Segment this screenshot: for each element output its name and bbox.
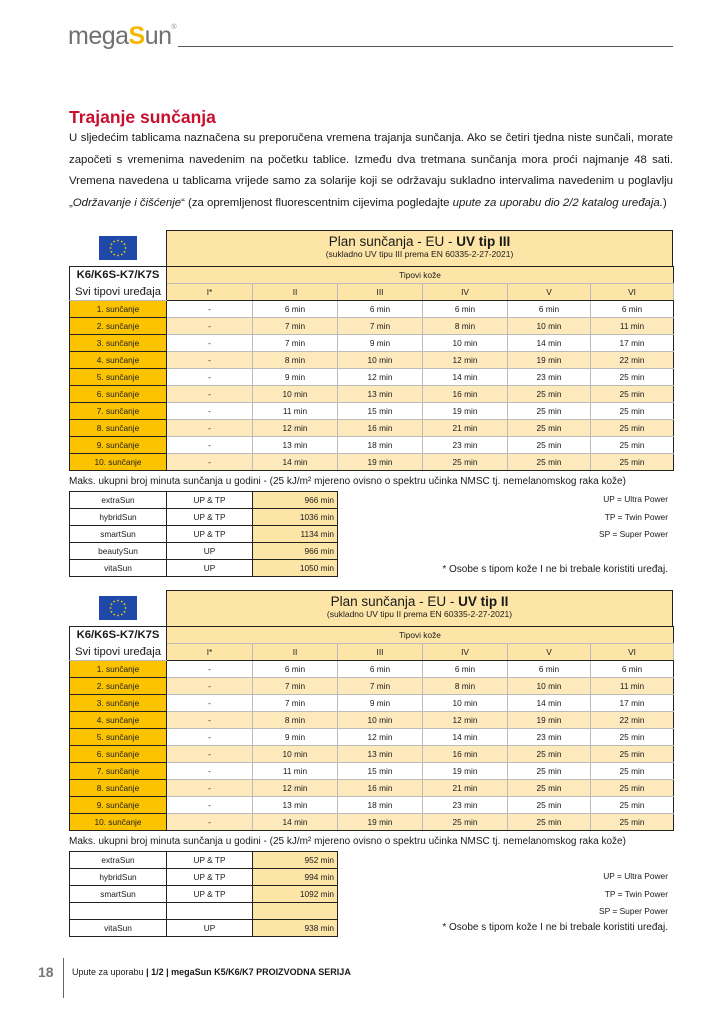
duration-cell: 7 min	[253, 335, 338, 352]
duration-cell: 22 min	[591, 352, 674, 369]
duration-cell: -	[167, 746, 253, 763]
intro-paragraph	[69, 128, 673, 214]
duration-cell: 8 min	[423, 318, 508, 335]
eu-flag-icon	[99, 596, 137, 620]
tanning-plan-uv-type-3	[69, 230, 673, 471]
intro-text-3: )	[662, 196, 667, 209]
duration-cell: 13 min	[253, 797, 338, 814]
duration-cell: 16 min	[423, 746, 508, 763]
device-row	[70, 509, 338, 526]
duration-cell: 21 min	[423, 420, 508, 437]
device-name: hybridSun	[70, 509, 167, 526]
duration-cell: 23 min	[508, 729, 591, 746]
device-max-minutes: 1134 min	[253, 526, 338, 543]
session-label: 10. sunčanje	[70, 454, 167, 471]
duration-cell: 14 min	[423, 369, 508, 386]
device-row	[70, 852, 338, 869]
registered-mark: ®	[171, 24, 177, 31]
duration-cell: 15 min	[338, 763, 423, 780]
duration-cell: 6 min	[423, 661, 508, 678]
duration-cell: 25 min	[508, 780, 591, 797]
duration-cell: 19 min	[338, 814, 423, 831]
device-max-minutes: 966 min	[253, 543, 338, 560]
duration-cell: -	[167, 420, 253, 437]
duration-cell: 14 min	[253, 454, 338, 471]
duration-cell: 16 min	[338, 420, 423, 437]
device-power: UP & TP	[167, 526, 253, 543]
duration-cell: 25 min	[591, 386, 674, 403]
duration-cell: 25 min	[508, 454, 591, 471]
plan-title	[167, 234, 672, 249]
duration-cell: 18 min	[338, 437, 423, 454]
duration-cell: 19 min	[338, 454, 423, 471]
skin-types-header: Tipovi kože	[167, 267, 674, 284]
table-row	[70, 352, 674, 369]
duration-cell: 9 min	[253, 729, 338, 746]
device-max-minutes-table	[69, 491, 338, 577]
duration-cell: 19 min	[508, 712, 591, 729]
duration-cell: 25 min	[591, 814, 674, 831]
device-name: smartSun	[70, 886, 167, 903]
session-label: 8. sunčanje	[70, 780, 167, 797]
duration-cell: 13 min	[338, 386, 423, 403]
session-label: 4. sunčanje	[70, 712, 167, 729]
duration-cell: 9 min	[338, 695, 423, 712]
device-max-minutes	[253, 903, 338, 920]
legend-item: TP = Twin Power	[604, 888, 668, 899]
duration-cell: 18 min	[338, 797, 423, 814]
duration-cell: 13 min	[253, 437, 338, 454]
legend-item: SP = Super Power	[599, 529, 668, 539]
device-name: vitaSun	[70, 920, 167, 937]
session-label: 6. sunčanje	[70, 746, 167, 763]
plan-uv-type: UV tip II	[458, 594, 509, 609]
duration-cell: 8 min	[253, 712, 338, 729]
table-row	[70, 454, 674, 471]
duration-cell: 25 min	[508, 420, 591, 437]
tanning-plan-uv-type-2	[69, 590, 673, 831]
session-label: 2. sunčanje	[70, 678, 167, 695]
plan-title	[167, 594, 672, 609]
duration-cell: -	[167, 712, 253, 729]
session-label: 8. sunčanje	[70, 420, 167, 437]
duration-cell: 12 min	[423, 712, 508, 729]
power-legend	[599, 868, 668, 921]
duration-cell: 6 min	[508, 661, 591, 678]
duration-cell: 11 min	[253, 763, 338, 780]
duration-cell: 6 min	[508, 301, 591, 318]
skin-type-column-header: III	[338, 284, 423, 301]
duration-cell: 12 min	[423, 352, 508, 369]
session-label: 6. sunčanje	[70, 386, 167, 403]
footer-text-prefix: Upute za uporabu	[72, 967, 147, 977]
plan-title-prefix: Plan sunčanja - EU -	[328, 234, 457, 249]
logo-text-s: S	[128, 22, 145, 50]
device-power: UP & TP	[167, 869, 253, 886]
legend-item: SP = Super Power	[599, 906, 668, 916]
duration-cell: -	[167, 797, 253, 814]
duration-cell: 9 min	[338, 335, 423, 352]
skin-type-column-header: V	[508, 284, 591, 301]
duration-cell: 10 min	[508, 318, 591, 335]
duration-cell: 7 min	[338, 318, 423, 335]
device-power: UP	[167, 543, 253, 560]
page-number: 18	[38, 964, 54, 980]
duration-cell: 15 min	[338, 403, 423, 420]
session-label: 3. sunčanje	[70, 695, 167, 712]
page-title: Trajanje sunčanja	[69, 107, 216, 127]
session-label: 5. sunčanje	[70, 729, 167, 746]
table-row	[70, 712, 674, 729]
eu-flag-icon	[99, 236, 137, 260]
max-minutes-label: Maks. ukupni broj minuta sunčanja u godini - (25 kJ/m² mjereno ovisno o spektru učinka NMSC tj. nemelanomskog raka kože)	[69, 476, 626, 487]
megasun-logo	[68, 22, 176, 51]
device-max-minutes: 966 min	[253, 492, 338, 509]
skin-type-column-header: VI	[591, 284, 674, 301]
duration-cell: 7 min	[253, 695, 338, 712]
duration-cell: -	[167, 695, 253, 712]
skin-type-column-header: I*	[167, 644, 253, 661]
legend-item: TP = Twin Power	[604, 511, 668, 522]
skin-type-column-header: II	[253, 284, 338, 301]
duration-cell: 10 min	[423, 335, 508, 352]
duration-cell: 12 min	[253, 780, 338, 797]
duration-cell: 17 min	[591, 335, 674, 352]
duration-cell: -	[167, 369, 253, 386]
footer-divider	[63, 958, 64, 998]
device-row	[70, 869, 338, 886]
device-row	[70, 543, 338, 560]
device-power: UP	[167, 920, 253, 937]
device-row	[70, 526, 338, 543]
skin-type-column-header: VI	[591, 644, 674, 661]
device-max-minutes: 1050 min	[253, 560, 338, 577]
plan-title-cell	[166, 590, 673, 626]
table-row	[70, 318, 674, 335]
duration-cell: 11 min	[253, 403, 338, 420]
table-row	[70, 369, 674, 386]
duration-cell: 8 min	[423, 678, 508, 695]
duration-cell: 25 min	[508, 403, 591, 420]
table-row	[70, 729, 674, 746]
logo-text-mega: mega	[68, 22, 129, 50]
duration-cell: 23 min	[508, 369, 591, 386]
session-label: 4. sunčanje	[70, 352, 167, 369]
duration-cell: 21 min	[423, 780, 508, 797]
duration-cell: 6 min	[591, 301, 674, 318]
duration-cell: 9 min	[253, 369, 338, 386]
skin-type-column-header: IV	[423, 644, 508, 661]
table-row	[70, 403, 674, 420]
plan-subtitle: (sukladno UV tipu III prema EN 60335-2-27-2021)	[325, 249, 514, 259]
duration-cell: 25 min	[508, 437, 591, 454]
skin-type-column-header: II	[253, 644, 338, 661]
duration-cell: 14 min	[253, 814, 338, 831]
device-max-minutes: 994 min	[253, 869, 338, 886]
power-legend	[599, 491, 668, 544]
legend-item: UP = Ultra Power	[603, 494, 668, 504]
duration-cell: -	[167, 763, 253, 780]
duration-cell: 25 min	[591, 454, 674, 471]
duration-cell: -	[167, 318, 253, 335]
legend-item: UP = Ultra Power	[603, 871, 668, 881]
duration-cell: 25 min	[508, 797, 591, 814]
session-label: 1. sunčanje	[70, 301, 167, 318]
table-row	[70, 661, 674, 678]
skin-types-header: Tipovi kože	[167, 627, 674, 644]
intro-text-1: U sljedećim tablicama naznačena su preporučena vremena trajanja sunčanja. Ako se četiri tjedna niste sunčali, morate započeti s vremenima navedenim na početku tablice. Između dva tretmana sunčanja mora proći najmanje 48 sati. Vremena navedena u tablicama vrijede samo za solarije koji se održavaju sukladno intervalima navedenim u poglavlju „	[69, 132, 673, 209]
duration-cell: 10 min	[508, 678, 591, 695]
table-row	[70, 763, 674, 780]
device-power: UP & TP	[167, 492, 253, 509]
skin-type-column-header: III	[338, 644, 423, 661]
table-row	[70, 335, 674, 352]
duration-cell: 7 min	[338, 678, 423, 695]
duration-cell: -	[167, 352, 253, 369]
device-max-minutes: 938 min	[253, 920, 338, 937]
skin-type-column-header: V	[508, 644, 591, 661]
duration-cell: 11 min	[591, 318, 674, 335]
duration-cell: 25 min	[591, 437, 674, 454]
intro-italic-1: Održavanje i čišćenje	[72, 196, 182, 209]
duration-cell: 12 min	[338, 369, 423, 386]
duration-cell: -	[167, 661, 253, 678]
device-max-minutes: 1092 min	[253, 886, 338, 903]
duration-cell: 25 min	[508, 814, 591, 831]
session-label: 9. sunčanje	[70, 797, 167, 814]
session-label: 2. sunčanje	[70, 318, 167, 335]
intro-italic-2: upute za uporabu dio 2/2 katalog uređaja.	[452, 196, 663, 209]
duration-cell: 6 min	[591, 661, 674, 678]
session-label: 5. sunčanje	[70, 369, 167, 386]
device-name: smartSun	[70, 526, 167, 543]
duration-cell: 25 min	[508, 746, 591, 763]
skin-type-column-header: I*	[167, 284, 253, 301]
eu-flag-cell	[69, 230, 166, 266]
table-row	[70, 797, 674, 814]
duration-cell: 25 min	[591, 369, 674, 386]
session-label: 1. sunčanje	[70, 661, 167, 678]
duration-cell: 13 min	[338, 746, 423, 763]
session-label: 9. sunčanje	[70, 437, 167, 454]
tanning-schedule-table	[69, 626, 674, 831]
duration-cell: -	[167, 403, 253, 420]
duration-cell: 25 min	[591, 746, 674, 763]
tanning-schedule-table	[69, 266, 674, 471]
skin-type-column-header: IV	[423, 284, 508, 301]
all-device-types-label: Svi tipovi uređaja	[70, 644, 167, 661]
duration-cell: 10 min	[423, 695, 508, 712]
device-name: vitaSun	[70, 560, 167, 577]
duration-cell: 14 min	[423, 729, 508, 746]
device-row	[70, 903, 338, 920]
device-name: extraSun	[70, 852, 167, 869]
duration-cell: 8 min	[253, 352, 338, 369]
duration-cell: 17 min	[591, 695, 674, 712]
table-row	[70, 437, 674, 454]
device-power	[167, 903, 253, 920]
device-row	[70, 560, 338, 577]
duration-cell: 10 min	[338, 352, 423, 369]
duration-cell: 25 min	[591, 763, 674, 780]
duration-cell: -	[167, 814, 253, 831]
duration-cell: 16 min	[423, 386, 508, 403]
duration-cell: 25 min	[591, 780, 674, 797]
device-power: UP & TP	[167, 886, 253, 903]
table-row	[70, 695, 674, 712]
device-name: beautySun	[70, 543, 167, 560]
duration-cell: 6 min	[423, 301, 508, 318]
duration-cell: -	[167, 678, 253, 695]
device-name	[70, 903, 167, 920]
duration-cell: 25 min	[591, 797, 674, 814]
duration-cell: 14 min	[508, 695, 591, 712]
device-power: UP	[167, 560, 253, 577]
duration-cell: 25 min	[423, 814, 508, 831]
table-row	[70, 746, 674, 763]
duration-cell: 7 min	[253, 678, 338, 695]
duration-cell: 6 min	[338, 661, 423, 678]
device-max-minutes-table	[69, 851, 338, 937]
duration-cell: 14 min	[508, 335, 591, 352]
logo-text-un: un	[144, 22, 172, 50]
table-row	[70, 814, 674, 831]
duration-cell: 6 min	[253, 301, 338, 318]
intro-text-2: “ (za opremljenost fluorescentnim cijevima pogledajte	[181, 196, 453, 209]
duration-cell: 22 min	[591, 712, 674, 729]
table-row	[70, 678, 674, 695]
device-max-minutes: 1036 min	[253, 509, 338, 526]
footer-text-bold: | 1/2 | megaSun K5/K6/K7 PROIZVODNA SERIJA	[146, 967, 351, 977]
device-row	[70, 886, 338, 903]
plan-title-cell	[166, 230, 673, 266]
duration-cell: 23 min	[423, 437, 508, 454]
duration-cell: 10 min	[338, 712, 423, 729]
skin-type-note: * Osobe s tipom kože I ne bi trebale koristiti uređaj.	[442, 564, 668, 575]
duration-cell: 19 min	[508, 352, 591, 369]
duration-cell: 25 min	[591, 420, 674, 437]
session-label: 3. sunčanje	[70, 335, 167, 352]
duration-cell: 10 min	[253, 386, 338, 403]
duration-cell: 12 min	[338, 729, 423, 746]
session-label: 7. sunčanje	[70, 763, 167, 780]
max-minutes-label: Maks. ukupni broj minuta sunčanja u godini - (25 kJ/m² mjereno ovisno o spektru učinka NMSC tj. nemelanomskog raka kože)	[69, 836, 626, 847]
eu-flag-cell	[69, 590, 166, 626]
table-row	[70, 780, 674, 797]
duration-cell: -	[167, 301, 253, 318]
duration-cell: 25 min	[591, 403, 674, 420]
duration-cell: -	[167, 454, 253, 471]
duration-cell: 16 min	[338, 780, 423, 797]
device-row	[70, 920, 338, 937]
plan-title-prefix: Plan sunčanja - EU -	[330, 594, 459, 609]
skin-type-note: * Osobe s tipom kože I ne bi trebale koristiti uređaj.	[442, 922, 668, 933]
all-device-types-label: Svi tipovi uređaja	[70, 284, 167, 301]
device-max-minutes: 952 min	[253, 852, 338, 869]
model-label: K6/K6S-K7/K7S	[70, 627, 167, 644]
plan-uv-type: UV tip III	[456, 234, 511, 249]
duration-cell: 6 min	[338, 301, 423, 318]
duration-cell: -	[167, 780, 253, 797]
duration-cell: 12 min	[253, 420, 338, 437]
duration-cell: 23 min	[423, 797, 508, 814]
session-label: 7. sunčanje	[70, 403, 167, 420]
device-name: hybridSun	[70, 869, 167, 886]
table-row	[70, 420, 674, 437]
duration-cell: 25 min	[591, 729, 674, 746]
duration-cell: 25 min	[508, 763, 591, 780]
device-power: UP & TP	[167, 509, 253, 526]
duration-cell: 25 min	[423, 454, 508, 471]
table-row	[70, 386, 674, 403]
duration-cell: -	[167, 386, 253, 403]
duration-cell: 19 min	[423, 403, 508, 420]
table-row	[70, 301, 674, 318]
footer-text	[72, 967, 351, 977]
duration-cell: -	[167, 729, 253, 746]
duration-cell: 25 min	[508, 386, 591, 403]
duration-cell: -	[167, 437, 253, 454]
duration-cell: 7 min	[253, 318, 338, 335]
session-label: 10. sunčanje	[70, 814, 167, 831]
device-row	[70, 492, 338, 509]
plan-subtitle: (sukladno UV tipu II prema EN 60335-2-27-2021)	[326, 609, 513, 619]
duration-cell: -	[167, 335, 253, 352]
duration-cell: 11 min	[591, 678, 674, 695]
device-name: extraSun	[70, 492, 167, 509]
duration-cell: 6 min	[253, 661, 338, 678]
header-divider	[178, 46, 673, 47]
device-power: UP & TP	[167, 852, 253, 869]
duration-cell: 10 min	[253, 746, 338, 763]
duration-cell: 19 min	[423, 763, 508, 780]
model-label: K6/K6S-K7/K7S	[70, 267, 167, 284]
